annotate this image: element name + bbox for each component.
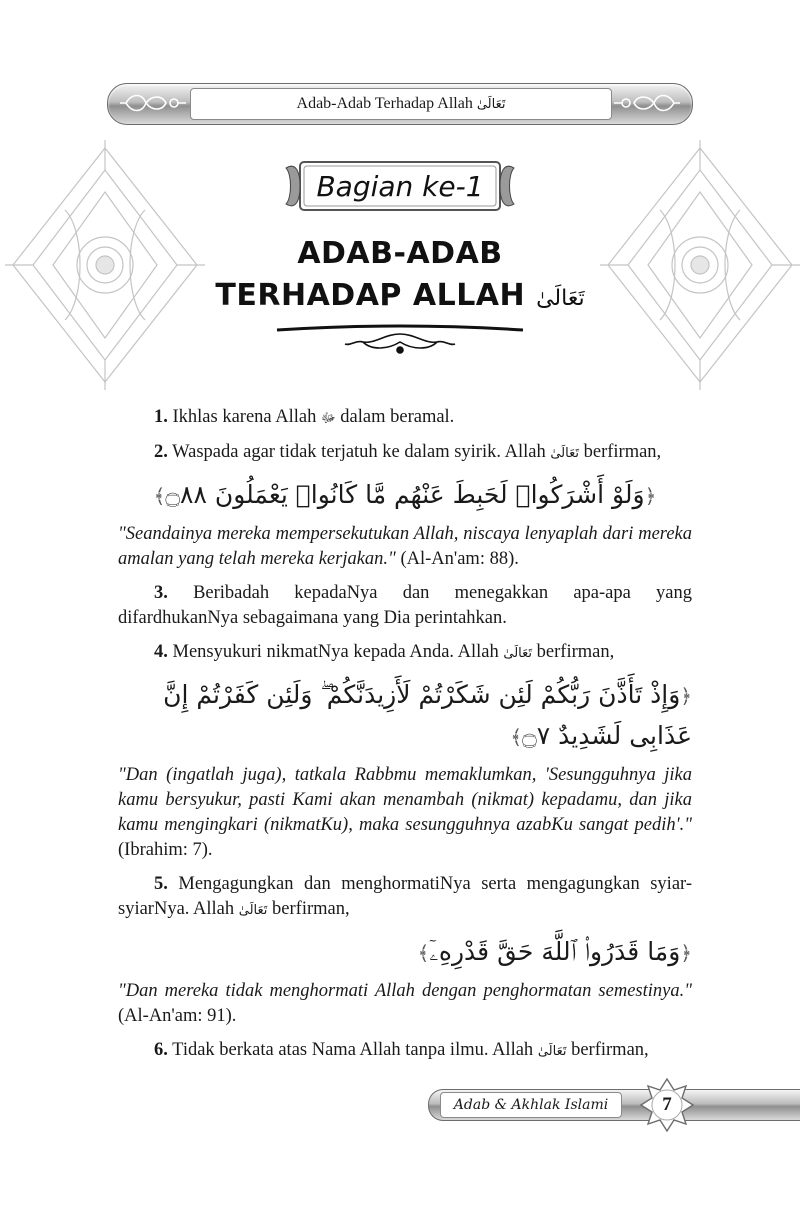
chapter-title-line2	[150, 278, 650, 313]
verse-arabic-text: وَمَا قَدَرُوا۟ ٱللَّهَ حَقَّ قَدْرِهِۦٓ	[429, 937, 681, 966]
honorific-glyph: تَعَالَىٰ	[550, 446, 579, 461]
item-text: dalam beramal.	[335, 407, 455, 427]
item-text: Beribadah kepadaNya dan menegakkan apa-apa yang difardhukanNya sebagaimana yang Dia perintahkan.	[118, 583, 692, 628]
verse-reference: (Al-An'am: 91).	[118, 1006, 237, 1026]
item-text: berfirman,	[566, 1040, 649, 1060]
right-header-ornament-icon	[612, 89, 682, 117]
verse-reference: (Ibrahim: 7).	[118, 840, 213, 860]
list-item-4	[118, 640, 692, 666]
item-text: Ikhlas karena Allah	[167, 407, 321, 427]
item-number: 2.	[154, 442, 168, 462]
title-divider-ornament-icon	[275, 320, 525, 360]
running-header-text: Adab-Adab Terhadap Allah	[296, 95, 473, 112]
list-item-1	[118, 405, 692, 431]
verse-arabic-text: وَلَوْ أَشْرَكُوا۟ لَحَبِطَ عَنْهُم مَّا كَانُوا۟ يَعْمَلُونَ ۝٨٨	[165, 480, 645, 509]
item-text: Mengagungkan dan menghormatiNya serta mengagungkan syiar-syiarNya. Allah	[118, 874, 692, 919]
page-number: 7	[662, 1094, 672, 1115]
chapter-title-line1: ADAB-ADAB	[297, 236, 503, 271]
left-header-ornament-icon	[118, 89, 188, 117]
verse-bracket-close: ﴾	[510, 725, 523, 749]
item-text: berfirman,	[578, 442, 662, 462]
footer-book-title: Adab & Akhlak Islami	[440, 1092, 622, 1118]
item-text: Tidak berkata atas Nama Allah tanpa ilmu. Allah	[167, 1040, 538, 1060]
verse-bracket-open: ﴿	[680, 684, 692, 708]
verse-arabic-text: وَإِذْ تَأَذَّنَ رَبُّكُمْ لَئِن شَكَرْتُمْ لَأَزِيدَنَّكُمْ ۖ وَلَئِن كَفَرْتُمْ إِنَّ عَذَابِى لَشَدِيدٌ ۝٧	[163, 680, 692, 750]
verse-bracket-open: ﴿	[680, 941, 692, 965]
chapter-title-honorific: تَعَالَىٰ	[536, 286, 585, 311]
honorific-glyph: ﷻ	[320, 411, 336, 426]
item-text: berfirman,	[267, 899, 350, 919]
item-number: 1.	[154, 407, 168, 427]
verse-bracket-close: ﴾	[417, 941, 430, 965]
part-label: Bagian ke-1	[316, 169, 484, 203]
item-text: Waspada agar tidak terjatuh ke dalam syirik. Allah	[167, 442, 551, 462]
chapter-title-text: TERHADAP ALLAH	[215, 278, 526, 313]
verse-bracket-open: ﴿	[644, 484, 657, 508]
quran-verse-3	[118, 932, 692, 973]
list-item-3	[118, 581, 692, 631]
body-content	[118, 405, 692, 1073]
item-number: 5.	[154, 874, 168, 894]
translation-text: "Dan (ingatlah juga), tatkala Rabbmu memaklumkan, 'Sesungguhnya jika kamu bersyukur, pasti Kami akan menambah (nikmat) kepadamu, dan jika kamu mengingkari (nikmatKu), maka sesungguhnya azabKu sangat pedih'."	[118, 765, 692, 835]
quran-verse-2	[118, 675, 692, 757]
running-header-title	[190, 88, 612, 120]
list-item-5	[118, 872, 692, 923]
list-item-6	[118, 1038, 692, 1064]
item-number: 6.	[154, 1040, 168, 1060]
honorific-glyph: تَعَالَىٰ	[537, 1044, 567, 1059]
list-item-2	[118, 440, 692, 466]
verse-bracket-close: ﴾	[153, 484, 166, 508]
verse-reference: (Al-An'am: 88).	[395, 549, 519, 569]
item-text: berfirman,	[532, 642, 615, 662]
translation-text: "Seandainya mereka mempersekutukan Allah, niscaya lenyaplah dari mereka amalan yang telah mereka kerjakan."	[118, 524, 692, 569]
honorific-glyph: تَعَالَىٰ	[238, 903, 268, 918]
verse-translation-1	[118, 522, 692, 572]
verse-translation-3	[118, 979, 692, 1029]
quran-verse-1	[118, 475, 692, 516]
honorific-glyph: تَعَالَىٰ	[503, 646, 533, 661]
running-header-honorific: تَعَالَىٰ	[476, 96, 506, 112]
item-text: Mensyukuri nikmatNya kepada Anda. Allah	[167, 642, 504, 662]
translation-text: "Dan mereka tidak menghormati Allah dengan penghormatan semestinya."	[118, 981, 692, 1001]
verse-translation-2	[118, 763, 692, 863]
item-number: 4.	[154, 642, 168, 662]
item-number: 3.	[154, 583, 168, 603]
